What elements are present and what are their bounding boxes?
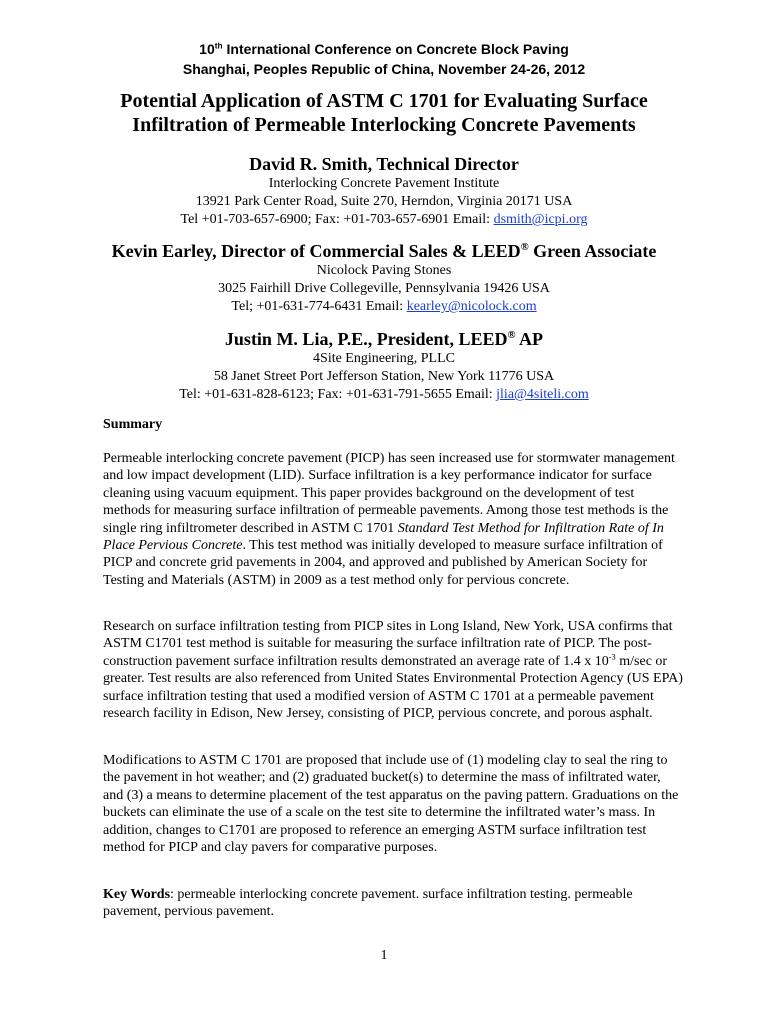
summary-paragraph-3: Modifications to ASTM C 1701 are proposed that include use of (1) modeling clay to seal the ring to the pavement in hot weather; and (2) graduated bucket(s) to determine the mass of infiltrated water, and (3) a means to determine placement of the test apparatus on the paving pattern. Graduations on the buckets can eliminate the use of a scale on the test site to determine the infiltrated water’s mass. In addition, changes to C1701 are proposed to reference an emerging ASTM surface infiltration test method for PICP and clay pavers for comparative purposes. bbox=[103, 753, 679, 856]
paper-title: Potential Application of ASTM C 1701 for Evaluating Surface Infiltration of Permeable Interlocking Concrete Pavements bbox=[120, 90, 648, 136]
author-name: David R. Smith, Technical Director bbox=[249, 154, 519, 174]
email-link[interactable]: kearley@nicolock.com bbox=[406, 299, 537, 314]
author-2 bbox=[0, 240, 768, 316]
author-address: 13921 Park Center Road, Suite 270, Herndon, Virginia 20171 USA bbox=[195, 194, 573, 209]
author-name: Justin M. Lia, P.E., President, LEED® AP bbox=[224, 329, 544, 349]
author-address: 58 Janet Street Port Jefferson Station, New York 11776 USA bbox=[213, 369, 555, 384]
key-words: Key Words: permeable interlocking concrete pavement. surface infiltration testing. permeable pavement, pervious pavement. bbox=[103, 887, 633, 920]
author-org: Interlocking Concrete Pavement Institute bbox=[268, 176, 500, 191]
author-contact: Tel; +01-631-774-6431 Email: kearley@nicolock.com bbox=[231, 299, 537, 314]
conference-location: Shanghai, Peoples Republic of China, November 24-26, 2012 bbox=[182, 61, 586, 77]
author-org: Nicolock Paving Stones bbox=[316, 263, 452, 278]
author-contact: Tel: +01-631-828-6123; Fax: +01-631-791-5655 Email: jlia@4siteli.com bbox=[179, 387, 589, 402]
summary-paragraph-2: Research on surface infiltration testing from PICP sites in Long Island, New York, USA confirms that ASTM C1701 test method is suitable for measuring the surface infiltration rate of PICP. The post-construction pavement surface infiltration results demonstrated an average rate of 1.4 x $10^{-3}$ m/sec or greater. Test results are also referenced from United States Environmental Protection Agency (US EPA) surface infiltration testing that used a modified version of ASTM C 1701 at a permeable pavement research facility in Edison, New Jersey, consisting of PICP, pervious concrete, and porous asphalt. bbox=[103, 619, 683, 722]
summary-heading: Summary bbox=[103, 417, 163, 432]
email-link[interactable]: dsmith@icpi.org bbox=[493, 212, 588, 227]
page-number: 1 bbox=[380, 948, 388, 963]
author-3 bbox=[0, 328, 768, 404]
author-address: 3025 Fairhill Drive Collegeville, Pennsylvania 19426 USA bbox=[218, 281, 550, 296]
author-contact: Tel +01-703-657-6900; Fax: +01-703-657-6901 Email: dsmith@icpi.org bbox=[180, 212, 588, 227]
author-1 bbox=[0, 153, 768, 229]
email-link[interactable]: jlia@4siteli.com bbox=[496, 387, 589, 402]
author-org: 4Site Engineering, PLLC bbox=[313, 351, 455, 366]
author-name: Kevin Earley, Director of Commercial Sales & LEED® Green Associate bbox=[111, 241, 657, 261]
summary-paragraph-1: Permeable interlocking concrete pavement (PICP) has seen increased use for stormwater management and low impact development (LID). Surface infiltration is a key performance indicator for surface cleaning using vacuum equipment. This paper provides background on the development of test methods for measuring surface infiltration of permeable pavements. Among those test methods is the single ring infiltrometer described in ASTM C 1701 Standard Test Method for Infiltration Rate of In Place Pervious Concrete. This test method was initially developed to measure surface infiltration of PICP and concrete grid pavements in 2004, and approved and published by American Society for Testing and Materials (ASTM) in 2009 as a test method only for pervious concrete. bbox=[103, 451, 675, 588]
conference-name: 10th International Conference on Concrete Block Paving bbox=[199, 40, 569, 57]
